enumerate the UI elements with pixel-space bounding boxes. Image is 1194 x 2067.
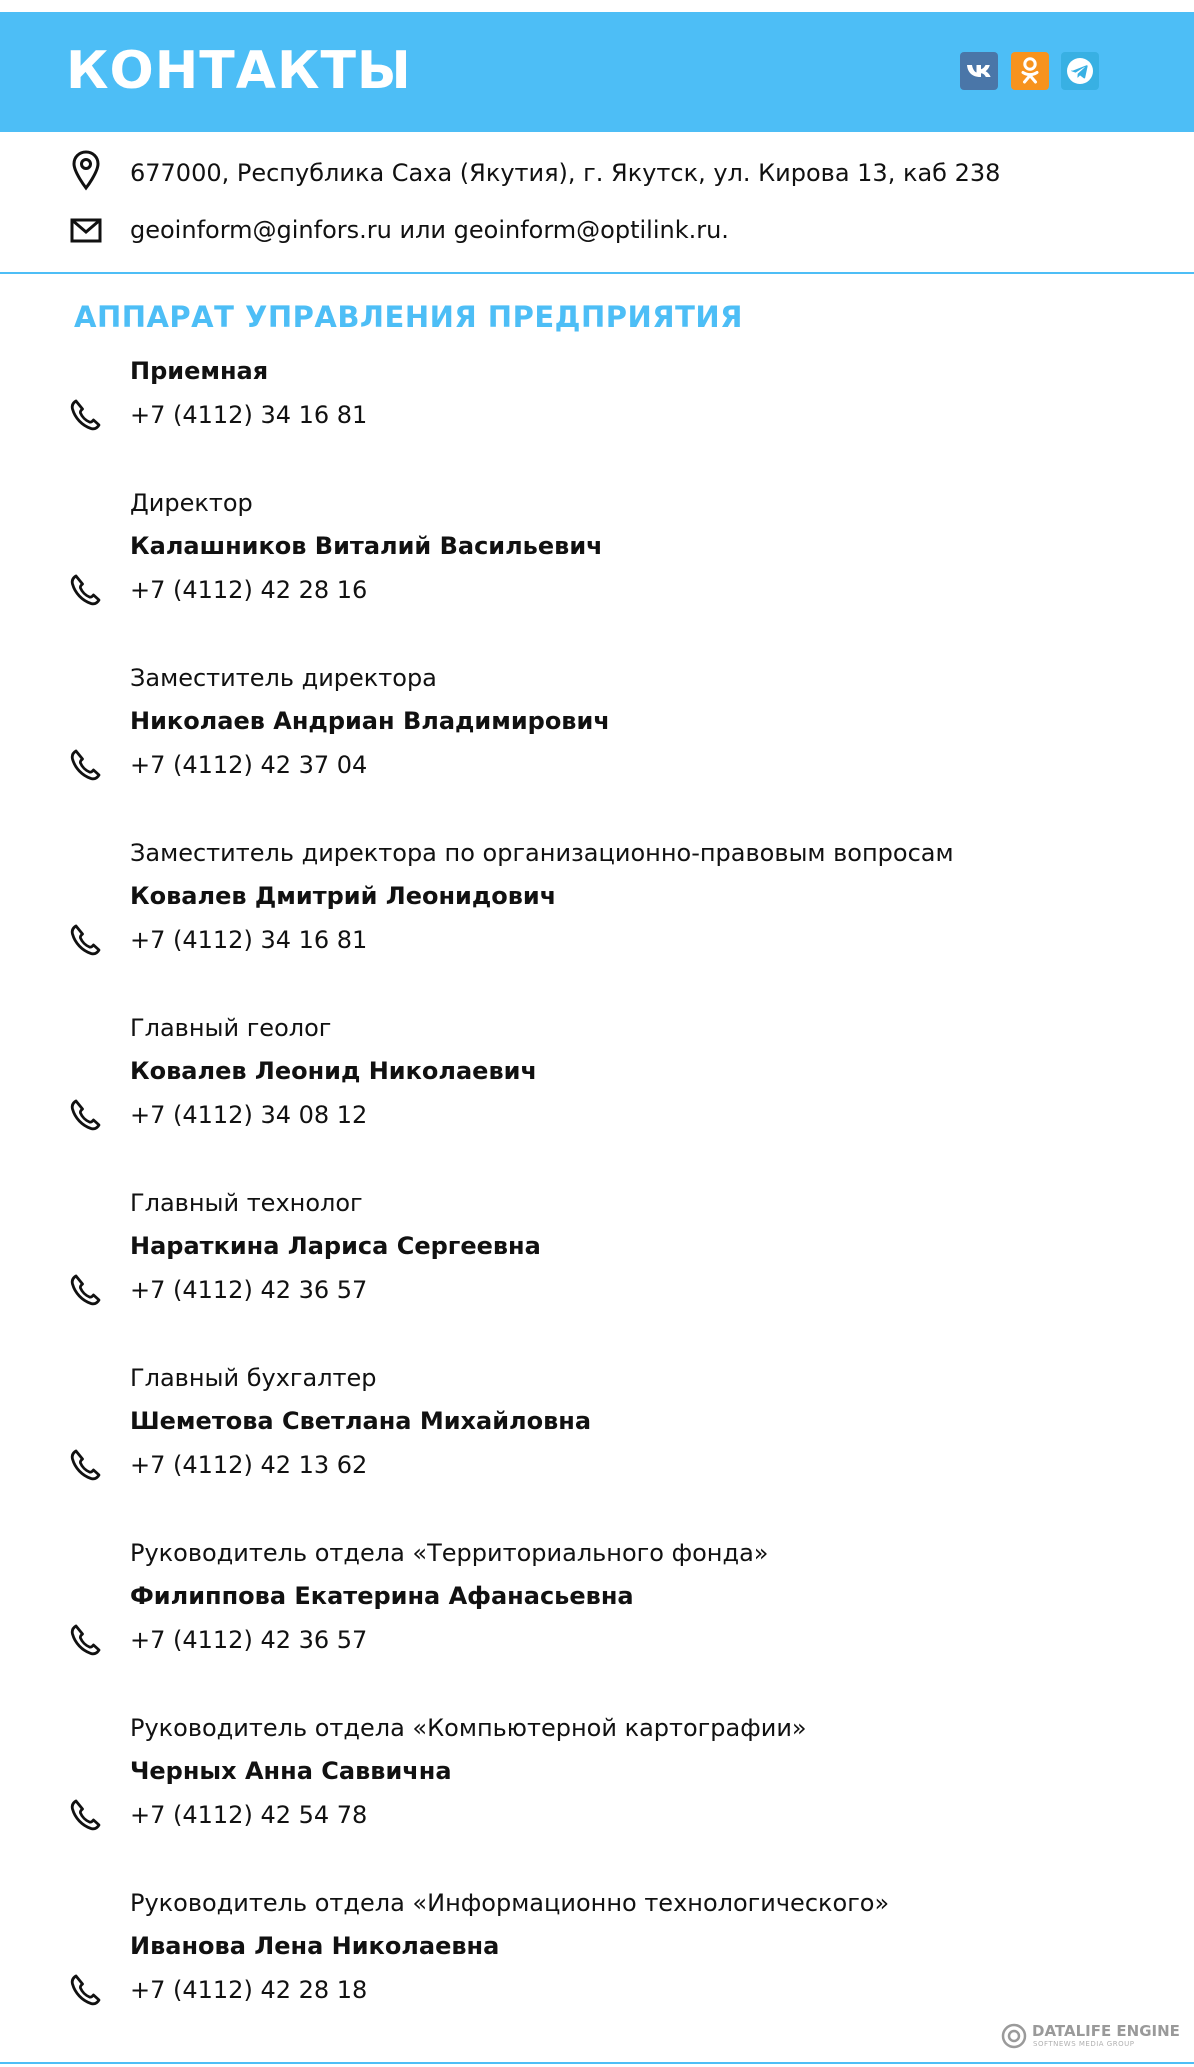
staff-role: Руководитель отдела «Информационно технологического» [130, 1889, 890, 1917]
address-text: 677000, Республика Саха (Якутия), г. Якутск, ул. Кирова 13, каб 238 [130, 159, 1001, 187]
phone-icon [66, 920, 106, 960]
staff-phone[interactable]: +7 (4112) 42 36 57 [130, 1626, 368, 1654]
vk-link[interactable] [960, 52, 998, 90]
staff-name: Иванова Лена Николаевна [130, 1932, 500, 1960]
email-text[interactable]: geoinform@ginfors.ru или geoinform@optilink.ru. [130, 216, 729, 244]
staff-name: Ковалев Дмитрий Леонидович [130, 882, 557, 910]
staff-phone[interactable]: +7 (4112) 42 28 18 [130, 1976, 368, 2004]
section-title: АППАРАТ УПРАВЛЕНИЯ ПРЕДПРИЯТИЯ [74, 300, 743, 334]
telegram-link[interactable] [1061, 52, 1099, 90]
staff-entry [0, 1013, 1194, 1183]
staff-phone[interactable]: +7 (4112) 42 54 78 [130, 1801, 368, 1829]
staff-name: Шеметова Светлана Михайловна [130, 1407, 592, 1435]
watermark-subtitle: SOFTNEWS MEDIA GROUP [1033, 2040, 1135, 2048]
odnoklassniki-link[interactable] [1011, 52, 1049, 90]
staff-name: Приемная [130, 357, 269, 385]
staff-role: Заместитель директора по организационно-правовым вопросам [130, 839, 954, 867]
staff-role: Руководитель отдела «Территориального фонда» [130, 1539, 769, 1567]
staff-phone[interactable]: +7 (4112) 42 13 62 [130, 1451, 368, 1479]
phone-icon [66, 1095, 106, 1135]
location-pin-icon [66, 148, 106, 194]
staff-role: Руководитель отдела «Компьютерной картографии» [130, 1714, 807, 1742]
staff-name: Черных Анна Саввична [130, 1757, 452, 1785]
mail-icon [66, 207, 106, 253]
staff-phone[interactable]: +7 (4112) 34 16 81 [130, 926, 368, 954]
phone-icon [66, 745, 106, 785]
phone-icon [66, 1445, 106, 1485]
phone-icon [66, 1970, 106, 2010]
phone-icon [66, 1270, 106, 1310]
staff-entry [0, 1188, 1194, 1358]
phone-icon [66, 1795, 106, 1835]
section-divider [0, 272, 1194, 274]
odnoklassniki-icon [1011, 52, 1049, 90]
datalife-logo-icon [1000, 2022, 1028, 2050]
phone-icon [66, 1620, 106, 1660]
staff-role: Главный бухгалтер [130, 1364, 377, 1392]
staff-entry [0, 1363, 1194, 1533]
telegram-icon [1061, 52, 1099, 90]
staff-entry [0, 1538, 1194, 1708]
bottom-divider [0, 2062, 1194, 2064]
staff-name: Николаев Андриан Владимирович [130, 707, 610, 735]
staff-entry [0, 313, 1194, 483]
phone-icon [66, 395, 106, 435]
datalife-engine-watermark [1000, 2020, 1180, 2052]
staff-name: Нараткина Лариса Сергеевна [130, 1232, 541, 1260]
staff-entry [0, 663, 1194, 833]
staff-role: Главный геолог [130, 1014, 332, 1042]
address-row [0, 148, 1194, 198]
staff-entry [0, 1713, 1194, 1883]
vk-icon [960, 52, 998, 90]
staff-role: Главный технолог [130, 1189, 363, 1217]
staff-entry [0, 488, 1194, 658]
header-banner [0, 12, 1194, 132]
staff-phone[interactable]: +7 (4112) 42 37 04 [130, 751, 368, 779]
phone-icon [66, 570, 106, 610]
email-row [0, 205, 1194, 255]
staff-phone[interactable]: +7 (4112) 42 28 16 [130, 576, 368, 604]
staff-entry [0, 838, 1194, 1008]
staff-role: Директор [130, 489, 253, 517]
staff-name: Филиппова Екатерина Афанасьевна [130, 1582, 634, 1610]
staff-phone[interactable]: +7 (4112) 34 08 12 [130, 1101, 368, 1129]
watermark-title: DATALIFE ENGINE [1032, 2022, 1180, 2040]
staff-name: Калашников Виталий Васильевич [130, 532, 603, 560]
staff-name: Ковалев Леонид Николаевич [130, 1057, 537, 1085]
staff-role: Заместитель директора [130, 664, 437, 692]
staff-phone[interactable]: +7 (4112) 34 16 81 [130, 401, 368, 429]
staff-phone[interactable]: +7 (4112) 42 36 57 [130, 1276, 368, 1304]
page-title: КОНТАКТЫ [66, 41, 412, 101]
